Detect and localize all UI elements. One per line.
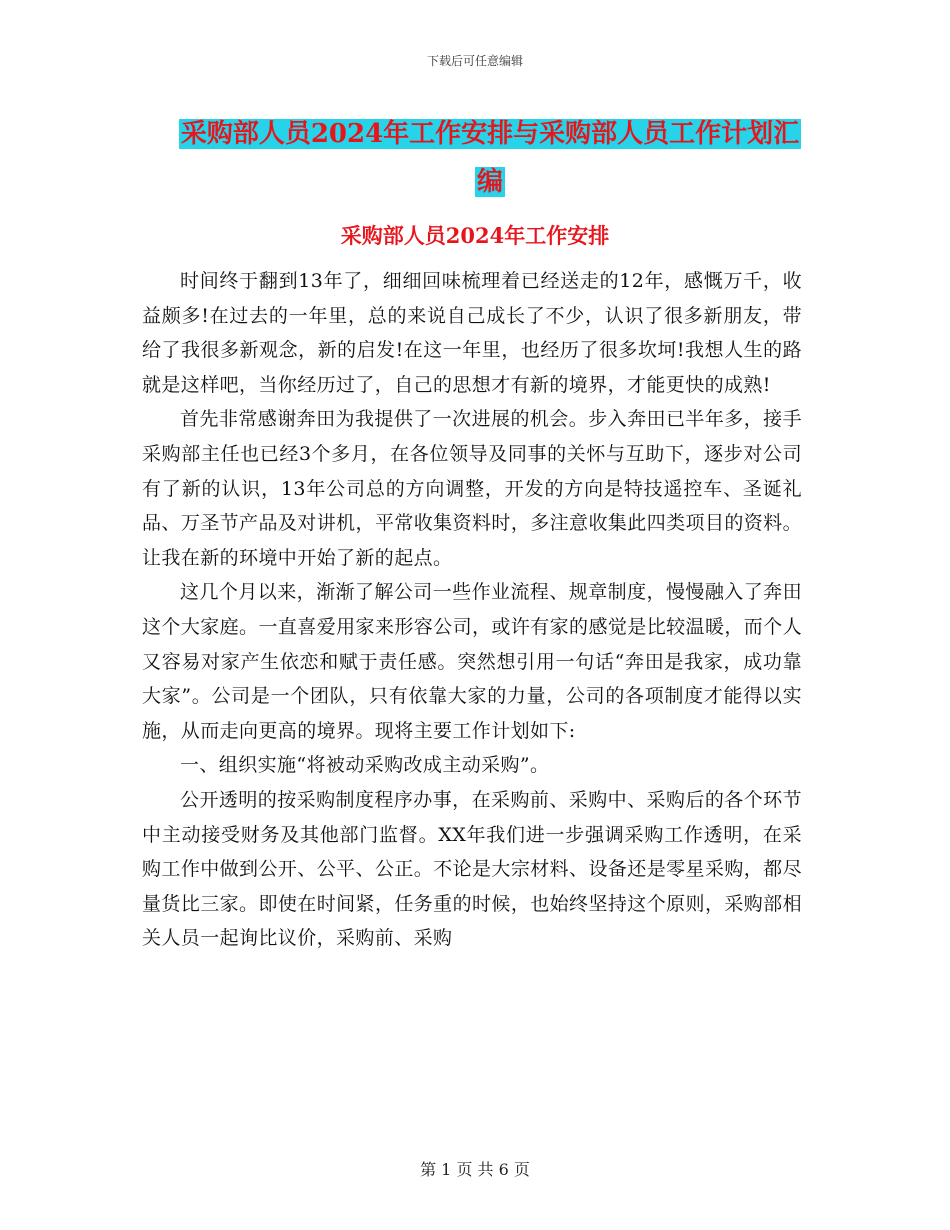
paragraph: 时间终于翻到13年了，细细回味梳理着已经送走的12年，感慨万千，收益颇多!在过去的一年里，总的来说自己成长了不少，认识了很多新朋友，带给了我很多新观念，新的启发!在这一年里，也经历了很多坎坷!我想人生的路就是这样吧，当你经历过了，自己的思想才有新的境界，才能更快的成熟!	[142, 270, 802, 396]
paragraph: 首先非常感谢奔田为我提供了一次进展的机会。步入奔田已半年多，接手采购部主任也已经3个多月，在各位领导及同事的关怀与互助下，逐步对公司有了新的认识，13年公司总的方向调整，开发的方向是特技遥控车、圣诞礼品、万圣节产品及对讲机，平常收集资料时，多注意收集此四类项目的资料。让我在新的环境中开始了新的起点。	[142, 408, 802, 569]
page-header-note: 下载后可任意编辑	[426, 54, 523, 68]
document-body	[142, 264, 802, 956]
paragraph: 这几个月以来，渐渐了解公司一些作业流程、规章制度，慢慢融入了奔田这个大家庭。一直喜爱用家来形容公司，或许有家的感觉是比较温暖，而个人又容易对家产生依恋和赋于责任感。突然想引用一句话“奔田是我家，成功靠大家”。公司是一个团队，只有依靠大家的力量，公司的各项制度才能得以实施，从而走向更高的境界。现将主要工作计划如下:	[142, 581, 802, 742]
document-title	[140, 110, 840, 206]
document-title-line-1: 采购部人员2024年工作安排与采购部人员工作计划汇	[180, 119, 800, 149]
paragraph: 一、组织实施“将被动采购改成主动采购”。	[180, 754, 550, 777]
document-title-line-2: 编	[476, 167, 503, 197]
page-number: 第 1 页 共 6 页	[420, 1160, 530, 1179]
paragraph: 公开透明的按采购制度程序办事，在采购前、采购中、采购后的各个环节中主动接受财务及其他部门监督。XX年我们进一步强调采购工作透明，在采购工作中做到公开、公平、公正。不论是大宗材料、设备还是零星采购，都尽量货比三家。即使在时间紧，任务重的时候，也始终坚持这个原则，采购部相关人员一起询比议价，采购前、采购	[142, 788, 802, 950]
section-title: 采购部人员2024年工作安排	[340, 223, 610, 248]
